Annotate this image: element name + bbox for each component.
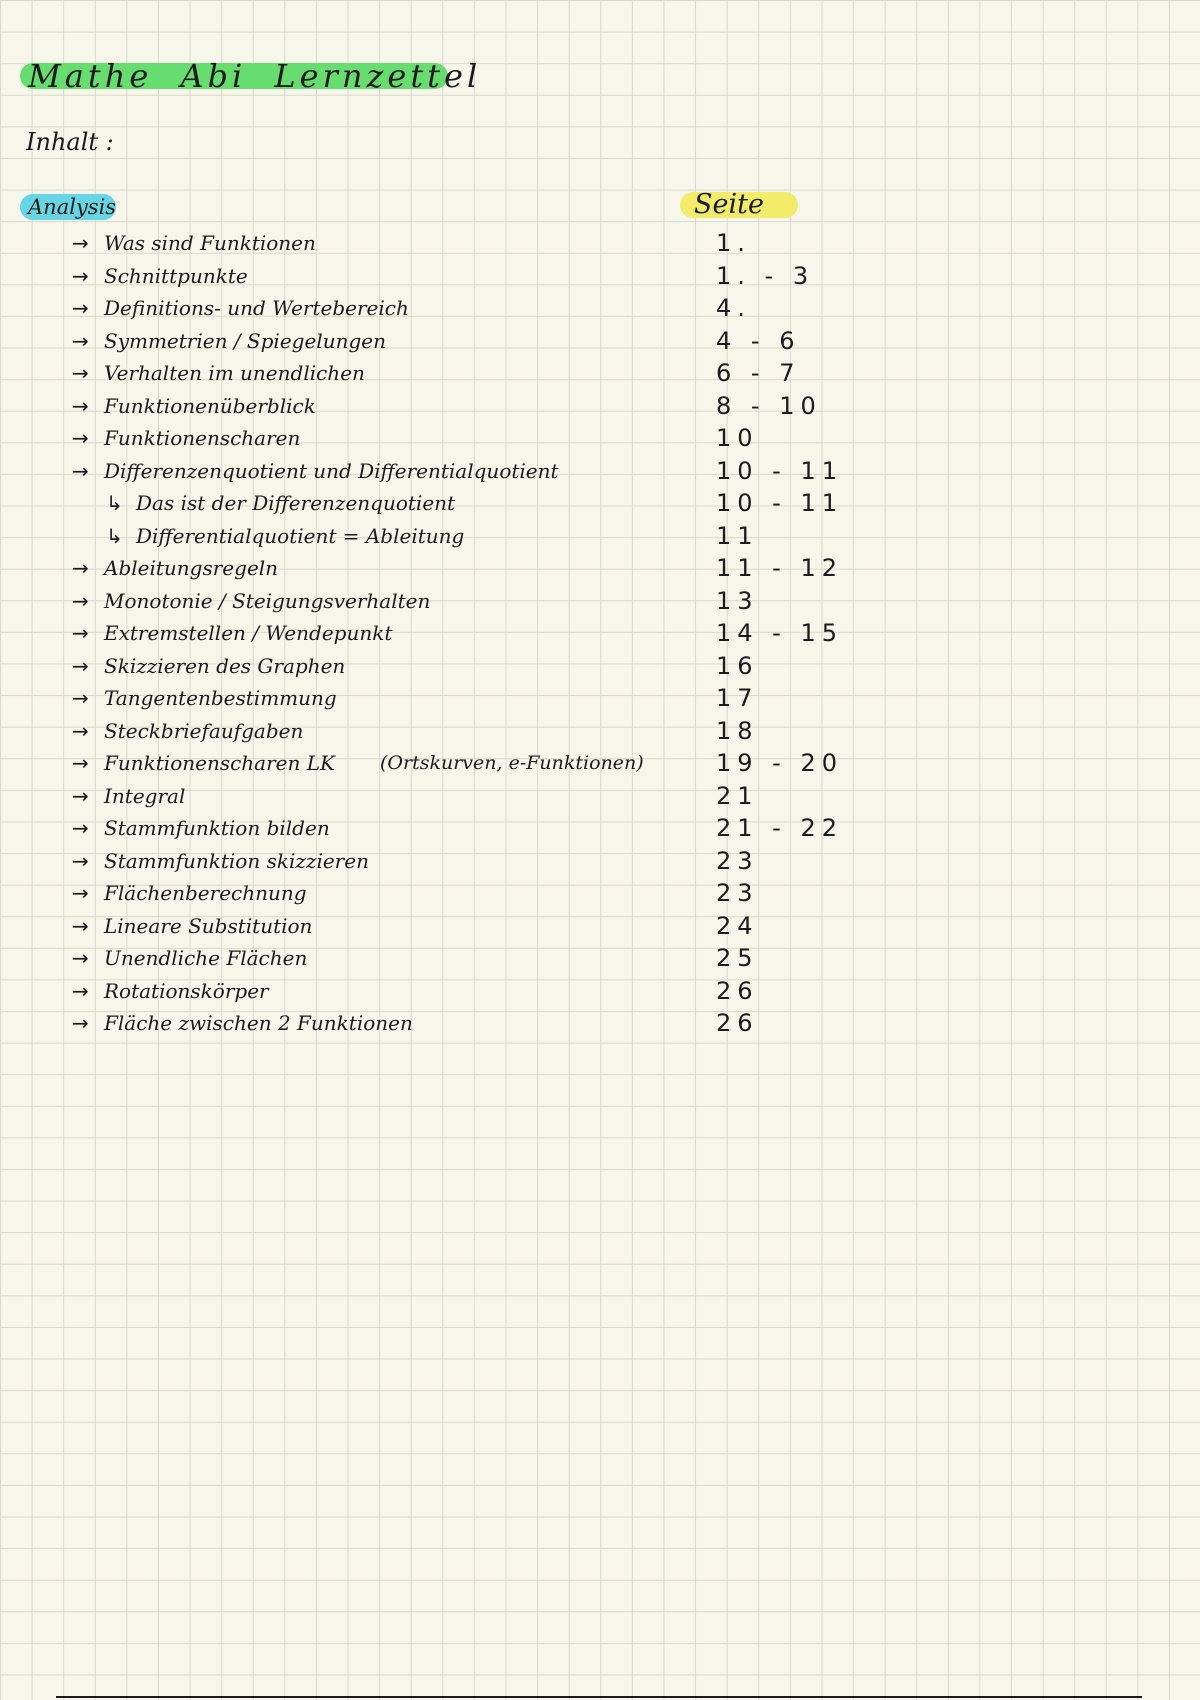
arrow-icon: → [72, 263, 89, 288]
toc-subentry [0, 521, 1200, 554]
arrow-icon: → [72, 978, 89, 1003]
toc-entry [0, 391, 1200, 424]
arrow-icon: → [72, 653, 89, 678]
sub-arrow-icon: ↳ [106, 491, 123, 515]
arrow-icon: → [72, 751, 89, 775]
arrow-icon: → [72, 946, 89, 970]
toc-entry [0, 683, 1200, 716]
page-column-header-block [680, 188, 764, 222]
footer-rule [56, 1696, 1142, 1698]
toc-list [0, 228, 1200, 1041]
toc-entry [0, 618, 1200, 651]
section-label: Analysis [28, 195, 117, 219]
toc-entry-label: Symmetrien / Spiegelungen [104, 328, 386, 353]
toc-entry [0, 456, 1200, 489]
arrow-icon: → [72, 588, 89, 613]
toc-entry [0, 1008, 1200, 1041]
toc-entry-page: 6 - 7 [716, 359, 801, 387]
toc-entry-label: Definitions- und Wertebereich [104, 296, 409, 320]
toc-entry [0, 326, 1200, 359]
toc-entry-label: Funktionenscharen LK [104, 751, 335, 775]
toc-entry-label: Schnittpunkte [104, 263, 248, 288]
toc-entry-page: 24 [716, 911, 759, 940]
arrow-icon: → [72, 881, 89, 905]
toc-entry [0, 423, 1200, 456]
arrow-icon: → [72, 1011, 89, 1035]
toc-entry-page: 11 - 12 [716, 554, 843, 582]
toc-entry-page: 19 - 20 [716, 749, 843, 777]
toc-entry-label: Funktionenscharen [104, 426, 301, 450]
toc-entry-page: 21 - 22 [716, 814, 843, 842]
arrow-icon: → [72, 848, 89, 873]
toc-entry [0, 813, 1200, 846]
arrow-icon: → [72, 816, 89, 840]
section-label-block [20, 192, 116, 222]
toc-entry-label: Flächenberechnung [104, 881, 307, 905]
toc-entry-label: Steckbriefaufgaben [104, 718, 304, 743]
toc-subentry [0, 488, 1200, 521]
toc-entry-label: Rotationskörper [104, 978, 269, 1003]
toc-entry-label: Integral [104, 783, 186, 808]
toc-entry-page: 8 - 10 [716, 391, 822, 420]
arrow-icon: → [72, 231, 89, 255]
arrow-icon: → [72, 426, 89, 450]
toc-entry-page: 11 [716, 521, 759, 550]
toc-entry-page: 25 [716, 944, 759, 972]
toc-entry-note: (Ortskurven, e-Funktionen) [380, 752, 644, 774]
toc-entry-page: 1. [716, 229, 751, 257]
toc-entry [0, 716, 1200, 749]
toc-entry-label: Monotonie / Steigungsverhalten [104, 588, 431, 613]
arrow-icon: → [72, 458, 89, 483]
toc-entry-label: Was sind Funktionen [104, 231, 316, 255]
arrow-icon: → [72, 328, 89, 353]
toc-entry-label: Extremstellen / Wendepunkt [104, 621, 393, 645]
arrow-icon: → [72, 783, 89, 808]
toc-entry-label: Differenzenquotient und Differentialquotient [104, 458, 559, 483]
arrow-icon: → [72, 393, 89, 418]
title-block [20, 57, 482, 95]
toc-entry-label: Verhalten im unendlichen [104, 361, 365, 385]
arrow-icon: → [72, 718, 89, 743]
toc-entry [0, 878, 1200, 911]
toc-entry [0, 976, 1200, 1009]
toc-entry-page: 10 [716, 424, 759, 452]
toc-entry [0, 781, 1200, 814]
toc-entry [0, 911, 1200, 944]
toc-entry-page: 4. [716, 294, 751, 322]
toc-entry-page: 13 [716, 586, 759, 615]
toc-entry-page: 16 [716, 651, 759, 680]
toc-entry-label: Lineare Substitution [104, 913, 313, 938]
toc-entry-label: Das ist der Differenzenquotient [136, 491, 456, 515]
arrow-icon: → [72, 686, 89, 710]
toc-entry-page: 26 [716, 976, 759, 1005]
toc-entry-page: 1. - 3 [716, 261, 815, 290]
toc-entry-page: 18 [716, 716, 759, 745]
toc-heading: Inhalt : [26, 128, 114, 156]
toc-entry [0, 586, 1200, 619]
arrow-icon: → [72, 296, 89, 320]
toc-entry-label: Unendliche Flächen [104, 946, 308, 970]
toc-entry [0, 261, 1200, 294]
sub-arrow-icon: ↳ [106, 523, 123, 548]
arrow-icon: → [72, 361, 89, 385]
toc-entry [0, 293, 1200, 326]
toc-entry-page: 26 [716, 1009, 759, 1037]
toc-entry-page: 10 - 11 [716, 489, 843, 517]
arrow-icon: → [72, 621, 89, 645]
toc-entry-label: Skizzieren des Graphen [104, 653, 346, 678]
toc-entry-page: 14 - 15 [716, 619, 843, 647]
arrow-icon: → [72, 913, 89, 938]
toc-entry-page: 17 [716, 684, 759, 712]
toc-entry [0, 651, 1200, 684]
toc-entry-label: Tangentenbestimmung [104, 686, 337, 710]
toc-entry-label: Stammfunktion bilden [104, 816, 330, 840]
toc-entry [0, 943, 1200, 976]
page-column-header: Seite [694, 189, 764, 220]
page-title: Mathe Abi Lernzettel [28, 57, 482, 95]
toc-entry-page: 21 [716, 781, 759, 810]
toc-entry-page: 23 [716, 846, 759, 875]
toc-entry-label: Differentialquotient = Ableitung [136, 523, 465, 548]
toc-entry [0, 228, 1200, 261]
toc-entry-page: 10 - 11 [716, 456, 843, 485]
toc-entry [0, 358, 1200, 391]
toc-entry [0, 748, 1200, 781]
toc-entry-page: 23 [716, 879, 759, 907]
toc-entry [0, 846, 1200, 879]
toc-entry-label: Fläche zwischen 2 Funktionen [104, 1011, 413, 1035]
toc-entry [0, 553, 1200, 586]
toc-entry-page: 4 - 6 [716, 326, 801, 355]
arrow-icon: → [72, 556, 89, 580]
toc-entry-label: Funktionenüberblick [104, 393, 316, 418]
toc-entry-label: Ableitungsregeln [104, 556, 279, 580]
toc-entry-label: Stammfunktion skizzieren [104, 848, 369, 873]
